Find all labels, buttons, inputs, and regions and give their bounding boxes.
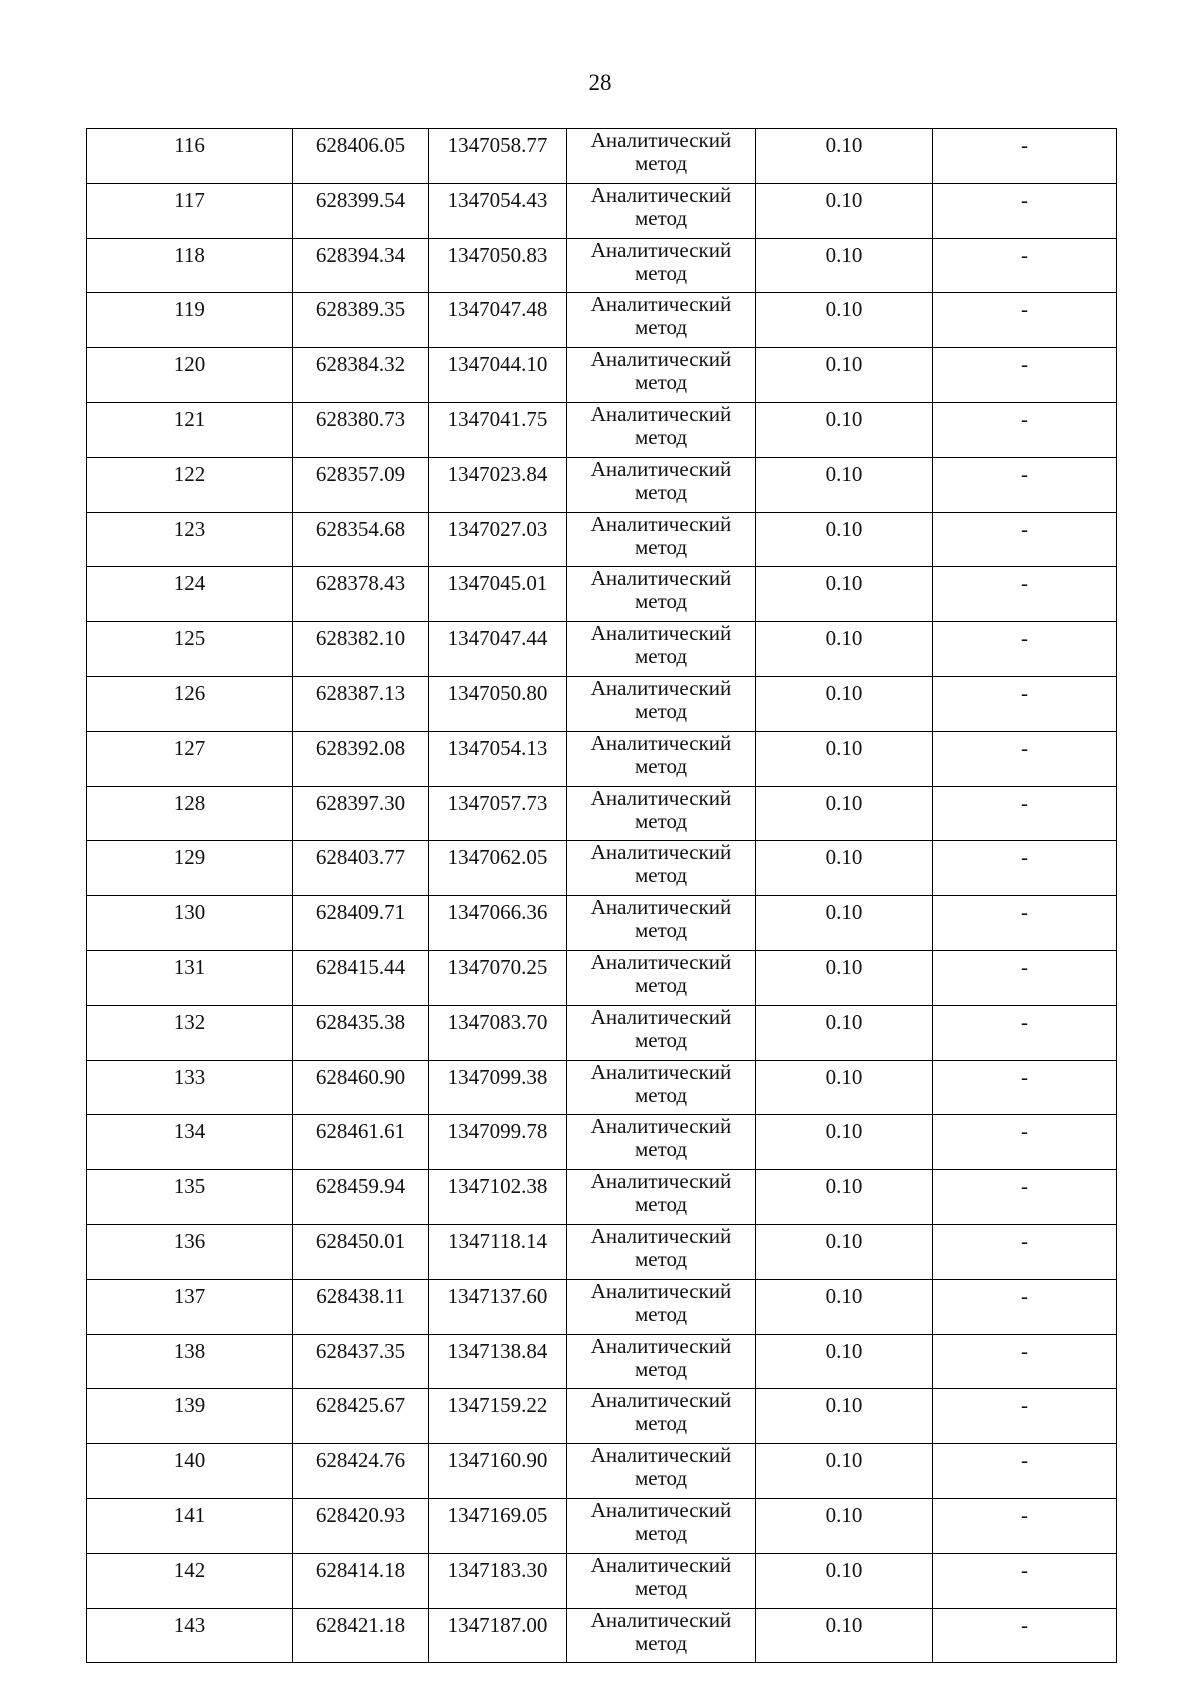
y-coordinate-cell: 1347027.03 [429,512,567,567]
table-row [87,1608,1117,1663]
table-row [87,348,1117,403]
y-coordinate-cell: 1347099.38 [429,1060,567,1115]
note-cell: - [933,731,1117,786]
coordinates-table-body [87,129,1117,1663]
method-cell [567,1005,756,1060]
accuracy-cell: 0.10 [756,622,933,677]
y-coordinate-cell: 1347066.36 [429,896,567,951]
point-number-cell: 122 [87,457,293,512]
method-cell [567,731,756,786]
x-coordinate-cell: 628461.61 [293,1115,429,1170]
x-coordinate-cell: 628420.93 [293,1498,429,1553]
note-cell: - [933,457,1117,512]
note-cell: - [933,183,1117,238]
method-line-2: метод [634,1082,688,1107]
table-row [87,1060,1117,1115]
note-cell: - [933,1389,1117,1444]
y-coordinate-cell: 1347183.30 [429,1553,567,1608]
point-number-cell: 130 [87,896,293,951]
y-coordinate-cell: 1347159.22 [429,1389,567,1444]
point-number-cell: 121 [87,402,293,457]
method-line-2: метод [634,918,688,943]
table-row [87,1170,1117,1225]
method-cell [567,183,756,238]
note-cell: - [933,402,1117,457]
method-cell [567,238,756,293]
point-number-cell: 124 [87,567,293,622]
note-cell: - [933,896,1117,951]
point-number-cell: 129 [87,841,293,896]
note-cell: - [933,1498,1117,1553]
method-line-2: метод [634,479,688,504]
method-line-1: Аналитический [590,1278,732,1303]
table-row [87,896,1117,951]
method-cell [567,786,756,841]
table-row [87,402,1117,457]
method-line-1: Аналитический [590,292,732,317]
point-number-cell: 126 [87,676,293,731]
point-number-cell: 136 [87,1224,293,1279]
method-line-1: Аналитический [590,401,732,426]
y-coordinate-cell: 1347070.25 [429,950,567,1005]
point-number-cell: 120 [87,348,293,403]
x-coordinate-cell: 628392.08 [293,731,429,786]
point-number-cell: 143 [87,1608,293,1663]
page-number: 28 [588,70,612,95]
note-cell: - [933,1115,1117,1170]
method-cell [567,1170,756,1225]
method-line-2: метод [634,534,688,559]
method-line-2: метод [634,1192,688,1217]
accuracy-cell: 0.10 [756,841,933,896]
method-line-2: метод [634,1466,688,1491]
y-coordinate-cell: 1347138.84 [429,1334,567,1389]
y-coordinate-cell: 1347054.13 [429,731,567,786]
method-line-2: метод [634,1411,688,1436]
method-cell [567,896,756,951]
point-number-cell: 117 [87,183,293,238]
y-coordinate-cell: 1347083.70 [429,1005,567,1060]
table-row [87,457,1117,512]
table-row [87,1553,1117,1608]
method-line-2: метод [634,753,688,778]
point-number-cell: 125 [87,622,293,677]
y-coordinate-cell: 1347102.38 [429,1170,567,1225]
table-row [87,1444,1117,1499]
method-line-2: метод [634,424,688,449]
method-line-1: Аналитический [590,237,732,262]
table-row [87,731,1117,786]
method-line-1: Аналитический [590,1497,732,1522]
x-coordinate-cell: 628460.90 [293,1060,429,1115]
y-coordinate-cell: 1347169.05 [429,1498,567,1553]
y-coordinate-cell: 1347050.83 [429,238,567,293]
table-row [87,1389,1117,1444]
y-coordinate-cell: 1347062.05 [429,841,567,896]
accuracy-cell: 0.10 [756,512,933,567]
accuracy-cell: 0.10 [756,1389,933,1444]
accuracy-cell: 0.10 [756,238,933,293]
method-cell [567,676,756,731]
table-row [87,950,1117,1005]
method-line-1: Аналитический [590,730,732,755]
x-coordinate-cell: 628397.30 [293,786,429,841]
point-number-cell: 116 [87,129,293,184]
x-coordinate-cell: 628406.05 [293,129,429,184]
method-line-2: метод [634,1630,688,1655]
x-coordinate-cell: 628403.77 [293,841,429,896]
point-number-cell: 131 [87,950,293,1005]
point-number-cell: 132 [87,1005,293,1060]
method-line-1: Аналитический [590,1607,732,1632]
method-line-1: Аналитический [590,456,732,481]
x-coordinate-cell: 628414.18 [293,1553,429,1608]
y-coordinate-cell: 1347118.14 [429,1224,567,1279]
method-cell [567,1060,756,1115]
y-coordinate-cell: 1347099.78 [429,1115,567,1170]
method-line-1: Аналитический [590,347,732,372]
method-line-1: Аналитический [590,895,732,920]
method-cell [567,457,756,512]
method-cell [567,950,756,1005]
method-line-2: метод [634,1356,688,1381]
accuracy-cell: 0.10 [756,1115,933,1170]
accuracy-cell: 0.10 [756,1553,933,1608]
accuracy-cell: 0.10 [756,1005,933,1060]
accuracy-cell: 0.10 [756,567,933,622]
x-coordinate-cell: 628384.32 [293,348,429,403]
method-line-1: Аналитический [590,1059,732,1084]
method-line-1: Аналитический [590,1004,732,1029]
y-coordinate-cell: 1347047.44 [429,622,567,677]
accuracy-cell: 0.10 [756,731,933,786]
method-line-1: Аналитический [590,621,732,646]
accuracy-cell: 0.10 [756,1170,933,1225]
method-line-2: метод [634,1246,688,1271]
method-line-2: метод [634,260,688,285]
note-cell: - [933,1005,1117,1060]
method-line-1: Аналитический [590,566,732,591]
point-number-cell: 141 [87,1498,293,1553]
method-line-1: Аналитический [590,675,732,700]
note-cell: - [933,567,1117,622]
table-row [87,622,1117,677]
note-cell: - [933,1334,1117,1389]
accuracy-cell: 0.10 [756,293,933,348]
point-number-cell: 139 [87,1389,293,1444]
table-row [87,238,1117,293]
x-coordinate-cell: 628435.38 [293,1005,429,1060]
x-coordinate-cell: 628424.76 [293,1444,429,1499]
x-coordinate-cell: 628425.67 [293,1389,429,1444]
table-row [87,183,1117,238]
x-coordinate-cell: 628437.35 [293,1334,429,1389]
method-cell [567,1279,756,1334]
point-number-cell: 119 [87,293,293,348]
note-cell: - [933,676,1117,731]
note-cell: - [933,1553,1117,1608]
note-cell: - [933,512,1117,567]
y-coordinate-cell: 1347057.73 [429,786,567,841]
note-cell: - [933,950,1117,1005]
accuracy-cell: 0.10 [756,1279,933,1334]
method-line-1: Аналитический [590,785,732,810]
accuracy-cell: 0.10 [756,786,933,841]
method-cell [567,1389,756,1444]
y-coordinate-cell: 1347023.84 [429,457,567,512]
accuracy-cell: 0.10 [756,1444,933,1499]
accuracy-cell: 0.10 [756,348,933,403]
method-cell [567,1224,756,1279]
method-line-2: метод [634,315,688,340]
method-line-1: Аналитический [590,1443,732,1468]
table-row [87,1115,1117,1170]
accuracy-cell: 0.10 [756,1498,933,1553]
accuracy-cell: 0.10 [756,183,933,238]
method-cell [567,1553,756,1608]
table-row [87,567,1117,622]
table-row [87,1224,1117,1279]
method-cell [567,841,756,896]
table-row [87,512,1117,567]
accuracy-cell: 0.10 [756,1334,933,1389]
table-row [87,129,1117,184]
method-line-1: Аналитический [590,511,732,536]
method-line-1: Аналитический [590,1223,732,1248]
method-cell [567,348,756,403]
method-line-2: метод [634,205,688,230]
y-coordinate-cell: 1347041.75 [429,402,567,457]
x-coordinate-cell: 628394.34 [293,238,429,293]
note-cell: - [933,1170,1117,1225]
accuracy-cell: 0.10 [756,457,933,512]
accuracy-cell: 0.10 [756,1608,933,1663]
point-number-cell: 135 [87,1170,293,1225]
table-row [87,1279,1117,1334]
x-coordinate-cell: 628450.01 [293,1224,429,1279]
method-line-1: Аналитический [590,1388,732,1413]
method-line-1: Аналитический [590,1333,732,1358]
x-coordinate-cell: 628399.54 [293,183,429,238]
method-cell [567,1444,756,1499]
accuracy-cell: 0.10 [756,950,933,1005]
point-number-cell: 137 [87,1279,293,1334]
note-cell: - [933,129,1117,184]
x-coordinate-cell: 628438.11 [293,1279,429,1334]
x-coordinate-cell: 628459.94 [293,1170,429,1225]
note-cell: - [933,1608,1117,1663]
method-line-1: Аналитический [590,840,732,865]
accuracy-cell: 0.10 [756,402,933,457]
note-cell: - [933,622,1117,677]
y-coordinate-cell: 1347137.60 [429,1279,567,1334]
method-cell [567,512,756,567]
table-row [87,676,1117,731]
point-number-cell: 134 [87,1115,293,1170]
note-cell: - [933,348,1117,403]
method-line-2: метод [634,808,688,833]
note-cell: - [933,1060,1117,1115]
method-line-2: метод [634,644,688,669]
note-cell: - [933,841,1117,896]
x-coordinate-cell: 628378.43 [293,567,429,622]
x-coordinate-cell: 628380.73 [293,402,429,457]
coordinates-table [86,128,1117,1663]
method-line-1: Аналитический [590,128,732,152]
method-cell [567,622,756,677]
x-coordinate-cell: 628382.10 [293,622,429,677]
method-cell [567,1498,756,1553]
method-cell [567,129,756,184]
x-coordinate-cell: 628354.68 [293,512,429,567]
x-coordinate-cell: 628409.71 [293,896,429,951]
table-row [87,786,1117,841]
point-number-cell: 118 [87,238,293,293]
method-cell [567,1115,756,1170]
note-cell: - [933,293,1117,348]
method-line-2: метод [634,1027,688,1052]
method-line-2: метод [634,863,688,888]
method-cell [567,1608,756,1663]
method-line-2: метод [634,1520,688,1545]
method-line-2: метод [634,151,688,175]
table-row [87,1334,1117,1389]
y-coordinate-cell: 1347050.80 [429,676,567,731]
note-cell: - [933,238,1117,293]
y-coordinate-cell: 1347058.77 [429,129,567,184]
method-line-1: Аналитический [590,1552,732,1577]
y-coordinate-cell: 1347187.00 [429,1608,567,1663]
point-number-cell: 127 [87,731,293,786]
x-coordinate-cell: 628357.09 [293,457,429,512]
method-line-1: Аналитический [590,182,732,207]
y-coordinate-cell: 1347045.01 [429,567,567,622]
note-cell: - [933,1444,1117,1499]
y-coordinate-cell: 1347047.48 [429,293,567,348]
point-number-cell: 128 [87,786,293,841]
method-line-1: Аналитический [590,949,732,974]
table-row [87,1498,1117,1553]
accuracy-cell: 0.10 [756,129,933,184]
method-line-2: метод [634,370,688,395]
y-coordinate-cell: 1347160.90 [429,1444,567,1499]
point-number-cell: 140 [87,1444,293,1499]
table-row [87,293,1117,348]
method-line-2: метод [634,698,688,723]
method-line-2: метод [634,589,688,614]
x-coordinate-cell: 628389.35 [293,293,429,348]
y-coordinate-cell: 1347054.43 [429,183,567,238]
point-number-cell: 133 [87,1060,293,1115]
y-coordinate-cell: 1347044.10 [429,348,567,403]
table-row [87,1005,1117,1060]
accuracy-cell: 0.10 [756,676,933,731]
point-number-cell: 142 [87,1553,293,1608]
point-number-cell: 138 [87,1334,293,1389]
note-cell: - [933,1224,1117,1279]
table-row [87,841,1117,896]
x-coordinate-cell: 628387.13 [293,676,429,731]
method-cell [567,1334,756,1389]
method-line-2: метод [634,1301,688,1326]
accuracy-cell: 0.10 [756,1060,933,1115]
point-number-cell: 123 [87,512,293,567]
method-line-1: Аналитический [590,1114,732,1139]
method-line-2: метод [634,1137,688,1162]
x-coordinate-cell: 628421.18 [293,1608,429,1663]
note-cell: - [933,1279,1117,1334]
method-cell [567,567,756,622]
accuracy-cell: 0.10 [756,1224,933,1279]
method-line-1: Аналитический [590,1169,732,1194]
method-cell [567,402,756,457]
method-line-2: метод [634,972,688,997]
method-line-2: метод [634,1575,688,1600]
x-coordinate-cell: 628415.44 [293,950,429,1005]
method-cell [567,293,756,348]
note-cell: - [933,786,1117,841]
accuracy-cell: 0.10 [756,896,933,951]
